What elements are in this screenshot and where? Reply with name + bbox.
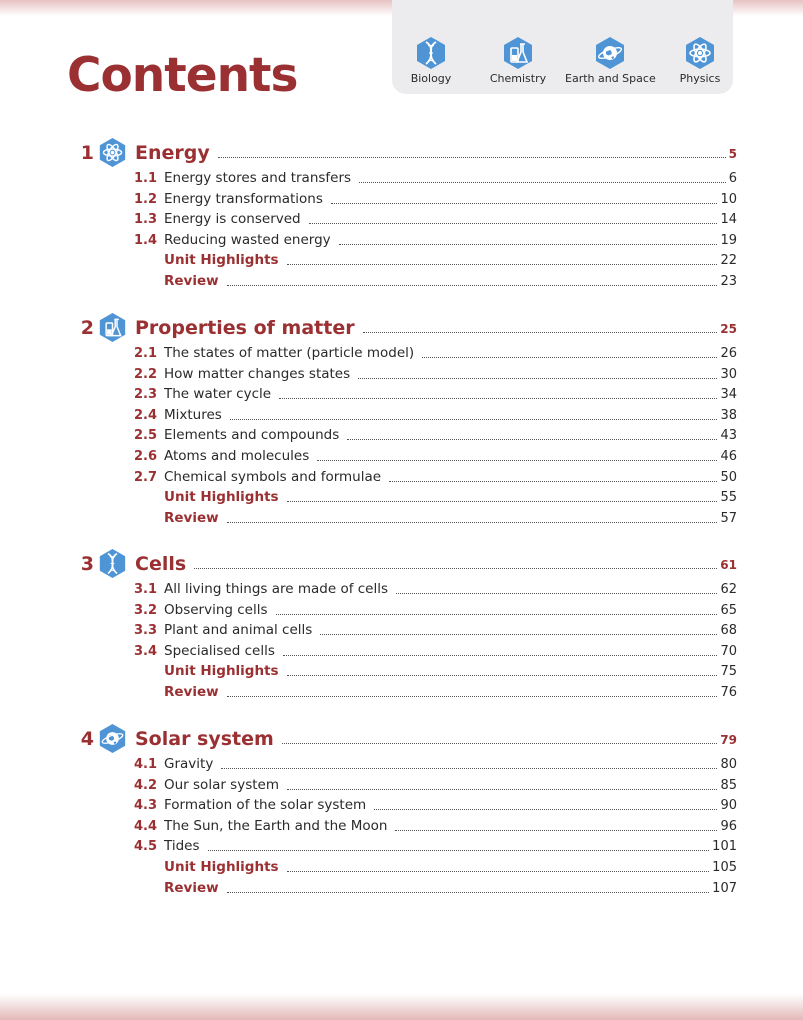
section-page-number: 14	[720, 212, 737, 228]
section-row[interactable]	[0, 447, 803, 466]
section-title: Formation of the solar system	[164, 797, 367, 814]
section-page-number: 6	[728, 171, 737, 186]
dot-leader	[317, 460, 717, 461]
section-number: 3.4	[133, 643, 157, 659]
section-number: 4.5	[133, 839, 157, 855]
dot-leader	[276, 614, 717, 615]
section-page-number: 75	[720, 664, 737, 680]
section-row[interactable]	[0, 365, 803, 384]
dot-leader	[309, 223, 717, 224]
section-title: The states of matter (particle model)	[164, 345, 415, 361]
dot-leader	[287, 264, 717, 265]
section-page-number: 107	[712, 880, 737, 896]
dot-leader	[283, 655, 717, 656]
section-page-number: 46	[720, 449, 737, 464]
section-row[interactable]	[0, 231, 803, 250]
dot-leader	[363, 332, 717, 333]
section-row[interactable]	[0, 468, 803, 487]
dna-icon	[98, 548, 127, 579]
section-row[interactable]	[0, 817, 803, 836]
section-title: Observing cells	[164, 601, 268, 618]
section-page-number: 19	[720, 232, 737, 248]
section-row-unit-highlights[interactable]	[0, 488, 803, 507]
section-row[interactable]	[0, 796, 803, 815]
dot-leader	[221, 768, 717, 769]
section-row[interactable]	[0, 837, 803, 856]
dot-leader	[227, 522, 717, 523]
section-number: 4.2	[133, 777, 157, 793]
section-title: Unit Highlights	[164, 489, 279, 506]
atom-icon	[98, 137, 127, 168]
section-page-number: 76	[720, 685, 737, 700]
section-title: Review	[164, 684, 219, 700]
section-page-number: 26	[720, 346, 737, 361]
section-page-number: 50	[720, 469, 737, 485]
section-page-number: 43	[720, 428, 737, 444]
dot-leader	[194, 568, 717, 569]
unit-heading-row[interactable]	[0, 315, 803, 341]
dot-leader	[374, 809, 717, 810]
dot-leader	[422, 357, 717, 358]
section-number: 1.3	[133, 212, 157, 228]
section-title: Review	[164, 509, 219, 526]
section-page-number: 23	[720, 274, 737, 289]
section-title: Mixtures	[164, 406, 222, 423]
section-number: 2.3	[133, 387, 157, 403]
section-page-number: 96	[720, 818, 737, 834]
unit-title: Properties of matter	[135, 317, 355, 339]
dot-leader	[347, 439, 717, 440]
legend-label: Earth and Space	[565, 72, 656, 85]
legend-label: Chemistry	[489, 72, 547, 85]
dot-leader	[287, 675, 717, 676]
section-row[interactable]	[0, 601, 803, 620]
page-title: Contents	[67, 48, 298, 103]
section-row-review[interactable]	[0, 879, 803, 898]
section-number: 1.2	[133, 191, 157, 207]
section-page-number: 10	[720, 191, 737, 207]
dot-leader	[359, 182, 726, 183]
section-row-review[interactable]	[0, 683, 803, 702]
section-number: 2.5	[133, 428, 157, 444]
dot-leader	[287, 789, 717, 790]
section-row-unit-highlights[interactable]	[0, 662, 803, 681]
dot-leader	[287, 871, 709, 872]
section-row[interactable]	[0, 755, 803, 774]
section-page-number: 62	[720, 582, 737, 597]
section-row[interactable]	[0, 426, 803, 445]
section-number: 1.1	[133, 171, 157, 186]
unit-title: Solar system	[135, 728, 274, 750]
section-number: 3.3	[133, 623, 157, 639]
section-title: Unit Highlights	[164, 252, 279, 269]
section-number: 4.4	[133, 818, 157, 834]
section-number: 2.2	[133, 366, 157, 382]
planet-icon	[98, 723, 127, 754]
dot-leader	[227, 892, 709, 893]
unit-heading-row[interactable]	[0, 551, 803, 577]
dot-leader	[396, 593, 717, 594]
section-page-number: 65	[720, 602, 737, 618]
section-title: Our solar system	[164, 776, 279, 793]
section-title: Energy transformations	[164, 190, 323, 207]
legend-label: Physics	[679, 72, 721, 85]
section-title: The Sun, the Earth and the Moon	[164, 817, 388, 834]
section-row-review[interactable]	[0, 272, 803, 291]
unit-page-number: 61	[720, 558, 737, 572]
section-title: Specialised cells	[164, 642, 275, 659]
section-title: All living things are made of cells	[164, 581, 389, 597]
dot-leader	[331, 203, 717, 204]
section-page-number: 105	[712, 860, 737, 875]
section-number: 2.1	[133, 346, 157, 361]
section-title: Review	[164, 273, 219, 289]
section-page-number: 34	[720, 387, 737, 403]
dot-leader	[227, 285, 717, 286]
section-number: 2.4	[133, 407, 157, 423]
section-page-number: 30	[720, 366, 737, 382]
section-title: Unit Highlights	[164, 663, 279, 680]
beaker-icon	[98, 312, 127, 343]
section-row[interactable]	[0, 580, 803, 599]
dot-leader	[227, 696, 717, 697]
section-title: Plant and animal cells	[164, 622, 313, 639]
dot-leader	[320, 634, 717, 635]
section-row[interactable]	[0, 385, 803, 404]
unit-number: 1	[80, 142, 94, 164]
dot-leader	[208, 850, 709, 851]
section-title: How matter changes states	[164, 365, 351, 382]
section-page-number: 55	[720, 490, 737, 506]
section-row[interactable]	[0, 406, 803, 425]
section-page-number: 101	[712, 839, 737, 855]
section-page-number: 80	[720, 757, 737, 772]
dot-leader	[358, 378, 717, 379]
section-title: The water cycle	[164, 386, 272, 403]
section-number: 4.3	[133, 798, 157, 814]
section-page-number: 68	[720, 623, 737, 639]
section-title: Unit Highlights	[164, 859, 279, 875]
section-title: Reducing wasted energy	[164, 231, 331, 248]
section-title: Chemical symbols and formulae	[164, 468, 382, 485]
section-row-unit-highlights[interactable]	[0, 858, 803, 877]
dot-leader	[282, 743, 717, 744]
section-row-review[interactable]	[0, 509, 803, 528]
unit-page-number: 25	[720, 322, 737, 336]
section-title: Tides	[164, 838, 200, 855]
section-page-number: 22	[720, 253, 737, 269]
section-number: 3.1	[133, 582, 157, 597]
section-row[interactable]	[0, 776, 803, 795]
unit-number: 2	[80, 317, 94, 339]
legend-label: Biology	[410, 72, 452, 85]
section-number: 2.6	[133, 449, 157, 464]
section-title: Atoms and molecules	[164, 448, 310, 464]
unit-page-number: 79	[720, 733, 737, 747]
section-page-number: 38	[720, 407, 737, 423]
unit-number: 3	[80, 553, 94, 575]
dot-leader	[389, 481, 717, 482]
section-title: Energy stores and transfers	[164, 170, 352, 186]
section-number: 1.4	[133, 232, 157, 248]
section-number: 2.7	[133, 469, 157, 485]
section-page-number: 57	[720, 510, 737, 526]
section-page-number: 90	[720, 798, 737, 814]
dot-leader	[218, 157, 726, 158]
section-number: 4.1	[133, 757, 157, 772]
unit-number: 4	[80, 728, 94, 750]
unit-title: Energy	[135, 142, 210, 164]
section-title: Review	[164, 879, 219, 896]
unit-heading-row[interactable]	[0, 140, 803, 166]
unit-title: Cells	[135, 553, 187, 575]
section-page-number: 85	[720, 777, 737, 793]
section-row[interactable]	[0, 344, 803, 363]
section-title: Energy is conserved	[164, 211, 301, 228]
unit-page-number: 5	[728, 147, 737, 161]
dot-leader	[339, 244, 717, 245]
dot-leader	[279, 398, 717, 399]
dot-leader	[287, 501, 717, 502]
section-number: 3.2	[133, 602, 157, 618]
dot-leader	[230, 419, 717, 420]
section-row[interactable]	[0, 621, 803, 640]
section-row[interactable]	[0, 169, 803, 188]
section-title: Elements and compounds	[164, 427, 340, 444]
dot-leader	[395, 830, 717, 831]
section-title: Gravity	[164, 756, 214, 772]
section-row[interactable]	[0, 190, 803, 209]
section-row-unit-highlights[interactable]	[0, 251, 803, 270]
section-row[interactable]	[0, 642, 803, 661]
section-row[interactable]	[0, 210, 803, 229]
unit-heading-row[interactable]	[0, 726, 803, 752]
section-page-number: 70	[720, 643, 737, 659]
